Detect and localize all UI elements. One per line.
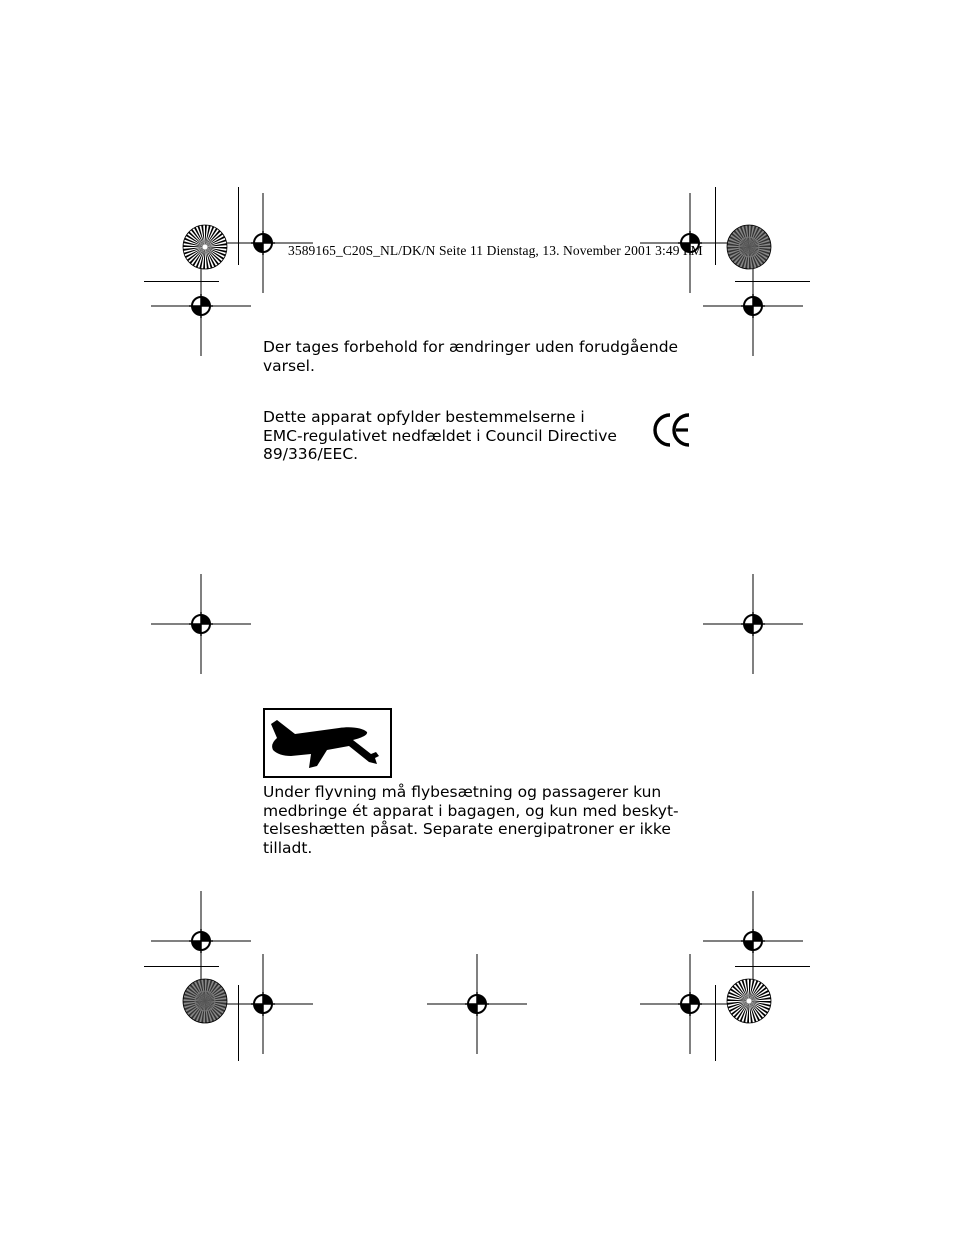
flight-text: Under flyvning må flybesætning og passagerer kun medbringe ét apparat i bagagen, og kun med beskyt- telseshætten påsat. Separate energipatroner er ikke tilladt. <box>263 783 679 857</box>
print-slug: 3589165_C20S_NL/DK/N Seite 11 Dienstag, 13. November 2001 3:49 PM <box>288 243 703 258</box>
airplane-box <box>263 708 392 778</box>
registration-mark <box>703 891 803 991</box>
registration-mark <box>151 574 251 674</box>
star-target <box>183 979 227 1023</box>
registration-mark <box>703 574 803 674</box>
notice-text: Der tages forbehold for ændringer uden forudgående varsel. <box>263 338 679 375</box>
registration-mark <box>151 891 251 991</box>
registration-mark <box>703 256 803 356</box>
registration-mark <box>151 256 251 356</box>
registration-mark <box>213 954 313 1054</box>
emc-text: Dette apparat opfylder bestemmelserne i EMC-regulativet nedfældet i Council Directive 89/336/EEC. <box>263 408 617 463</box>
airplane-icon <box>265 710 390 776</box>
star-target <box>727 225 771 269</box>
star-target <box>183 225 227 269</box>
registration-mark <box>427 954 527 1054</box>
registration-marks <box>151 193 803 1054</box>
ce-mark-icon <box>652 412 692 448</box>
star-target <box>727 979 771 1023</box>
registration-mark <box>640 954 740 1054</box>
